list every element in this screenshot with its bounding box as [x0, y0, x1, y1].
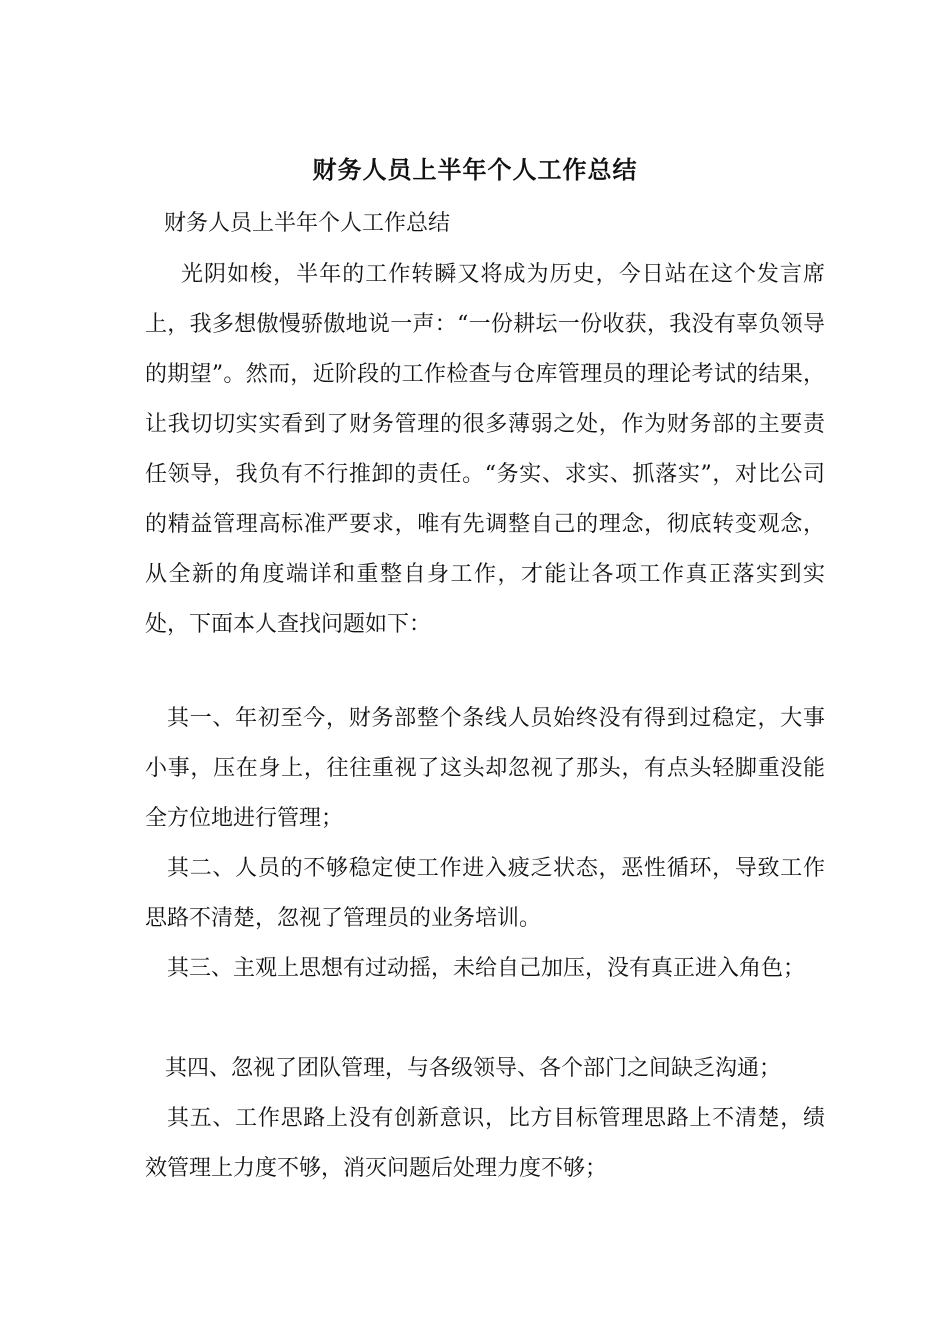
issue-item-3: 其三、主观上思想有过动摇，未给自己加压，没有真正进入角色；: [167, 956, 806, 981]
issue-item-4: 其四、忽视了团队管理，与各级领导、各个部门之间缺乏沟通；: [165, 1056, 782, 1081]
issue-item-1: 其一、年初至今，财务部整个条线人员始终没有得到过稳定，大事小事，压在身上，往往重视了这头却忽视了那头，有点头轻脚重没能全方位地进行管理；: [145, 706, 825, 831]
document-title: 财务人员上半年个人工作总结: [312, 155, 638, 184]
document-subtitle: 财务人员上半年个人工作总结: [164, 211, 451, 236]
issue-item-5: 其五、工作思路上没有创新意识，比方目标管理思路上不清楚，绩效管理上力度不够，消灭问题后处理力度不够；: [145, 1106, 825, 1181]
intro-paragraph: 光阴如梭，半年的工作转瞬又将成为历史，今日站在这个发言席上，我多想傲慢骄傲地说一声：“一份耕坛一份收获，我没有辜负领导的期望”。然而，近阶段的工作检查与仓库管理员的理论考试的结果，让我切切实实看到了财务管理的很多薄弱之处，作为财务部的主要责任领导，我负有不行推卸的责任。“务实、求实、抓落实”，对比公司的精益管理高标准严要求，唯有先调整自己的理念，彻底转变观念，从全新的角度端详和重整自身工作，才能让各项工作真正落实到实处，下面本人查找问题如下：: [145, 262, 825, 637]
issue-item-2: 其二、人员的不够稳定使工作进入疲乏状态，恶性循环，导致工作思路不清楚，忽视了管理员的业务培训。: [145, 856, 825, 931]
